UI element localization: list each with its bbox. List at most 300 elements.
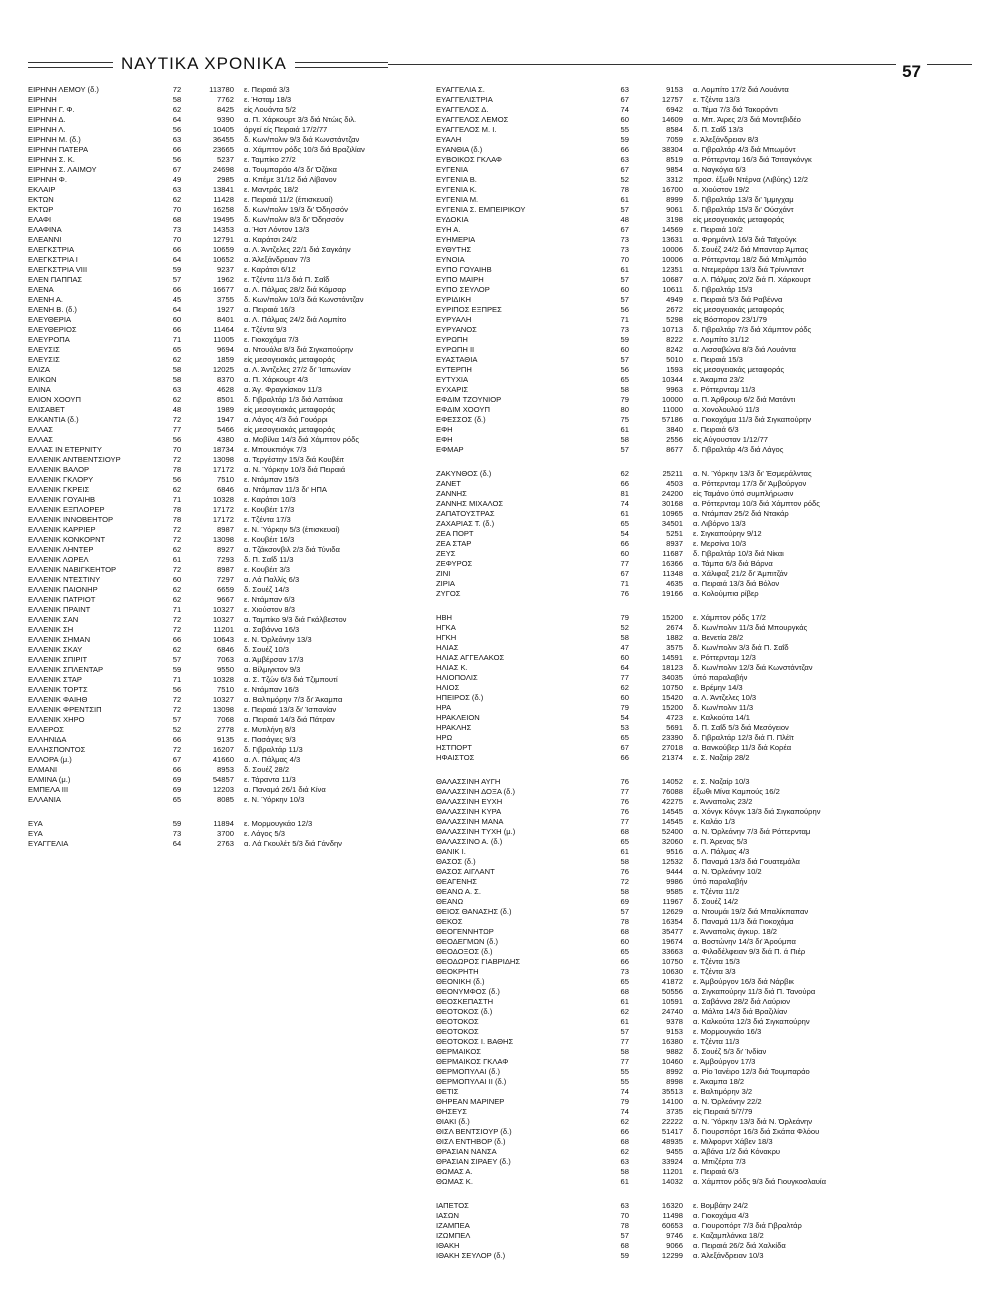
grt: 54857 (212, 775, 234, 784)
status: α. Ν. Όρλεάνην 22/2 (693, 1097, 762, 1106)
ship-name: ΕΛΕΥΘΕΡΙΟΣ (28, 325, 77, 334)
ship-name: ΘΑΛΑΣΣΙΝΗ ΔΟΞΑ (δ.) (436, 787, 516, 796)
ship-name: ΘΕΑΝΩ Α. Σ. (436, 887, 481, 896)
ship-name: ΕΛΛΕΝΙΚ ΣΠΛΕΝΤΑΡ (28, 665, 104, 674)
grt: 9066 (666, 1241, 683, 1250)
status: α. Καράτσι 24/2 (243, 235, 297, 244)
build-year: 64 (172, 255, 182, 264)
build-year: 57 (620, 1027, 629, 1036)
ship-name: ΕΙΡΗΝΗ Γ. Φ. (28, 105, 75, 114)
status: είς μεσογειακάς μεταφοράς (243, 405, 336, 414)
grt: 10327 (212, 615, 234, 624)
status: ε. Μερσίνα 10/3 (693, 539, 747, 548)
ship-name: ΘΕΟΤΟΚΟΣ (δ.) (436, 1007, 493, 1016)
grt: 1882 (666, 633, 683, 642)
status: α. Μάλτα 14/3 διά Βραζιλίαν (693, 1007, 788, 1016)
grt: 7059 (666, 135, 683, 144)
grt: 12299 (661, 1251, 683, 1260)
ship-row (436, 539, 976, 549)
status: ε. Τζέντα 17/3 (243, 515, 291, 524)
build-year: 45 (172, 295, 182, 304)
ship-name: ΗΠΕΙΡΟΣ (δ.) (436, 693, 484, 702)
build-year: 59 (172, 665, 182, 674)
grt: 10006 (661, 255, 683, 264)
ship-row (436, 479, 976, 489)
build-year: 69 (172, 775, 182, 784)
status: ε. Πειραιά 15/3 (693, 355, 743, 364)
status: α. Πειραιά 13/3 διά Βόλον (693, 579, 780, 588)
status: ε. Κουβέιτ 17/3 (243, 505, 295, 514)
ship-name: ΘΑΝΙΚ Ι. (436, 847, 466, 856)
ship-row (436, 135, 976, 145)
ship-name: ΕΙΡΗΝΗ Λ. (28, 125, 66, 134)
build-year: 77 (620, 559, 629, 568)
ship-row (28, 625, 433, 635)
ship-name: ΕΛΛΕΝΙΚ ΒΑΛΟΡ (28, 465, 90, 474)
status: α. Φιλαδέλφειαν 9/3 διά Π. ά Πιέρ (693, 947, 806, 956)
ship-row (436, 887, 976, 897)
build-year: 74 (620, 1107, 629, 1116)
ship-row (28, 355, 433, 365)
status: α. Ντουμάι 19/2 διά Μπαλίκπαπαν (693, 907, 809, 916)
ship-name: ΘΗΣΕΥΣ (436, 1107, 467, 1116)
grt: 9667 (217, 595, 234, 604)
status: είς Βόσπορον 23/1/79 (693, 315, 767, 324)
status: α. Κπέμε 31/12 διά Λίβανον (243, 175, 337, 184)
ship-row (436, 693, 976, 703)
ship-name: ΕΥΑΝΘΙΑ (δ.) (436, 145, 483, 154)
build-year: 67 (172, 755, 182, 764)
ship-name: ΕΛΙΣΑΒΕΤ (28, 405, 65, 414)
ship-row (28, 819, 433, 829)
grt: 7063 (217, 655, 234, 664)
grt: 11687 (662, 549, 683, 558)
build-year: 57 (620, 907, 629, 916)
status: ε. Καζαμπλάνκα 18/2 (693, 1231, 764, 1240)
grt: 8222 (666, 335, 683, 344)
ship-row (436, 469, 976, 479)
build-year: 59 (172, 819, 182, 828)
ship-name: ΘΑΛΑΣΣΙΝΗ ΚΥΡΑ (436, 807, 502, 816)
ship-name: ΕΛΕΓΚΣΤΡΙΑ Ι (28, 255, 78, 264)
status: α. Άγ. Φραγκίσκον 11/3 (243, 385, 322, 394)
build-year: 62 (172, 645, 182, 654)
ship-row (28, 465, 433, 475)
ship-row (28, 265, 433, 275)
ship-row (28, 385, 433, 395)
status: δ. Γιβραλτάρ 11/3 (243, 745, 303, 754)
ship-name: ΗΒΗ (436, 613, 453, 622)
status: ε. Τζέντα 13/3 (693, 95, 740, 104)
status: ε. Μυτιλήνη 8/3 (243, 725, 296, 734)
status: ε. Πειραιά 6/3 (693, 1167, 739, 1176)
status: α. Τζάκσονβιλ 2/3 διά Τύνιδα (243, 545, 340, 554)
ship-row (436, 723, 976, 733)
ship-row (28, 135, 433, 145)
grt: 2556 (666, 435, 683, 444)
status: α. Σιγκαπούρην 11/3 διά Π. Τανούρα (693, 987, 816, 996)
ship-row (436, 195, 976, 205)
ship-name: ΕΛΕΝΗ Α. (28, 295, 64, 304)
build-year: 66 (620, 145, 629, 154)
build-year: 66 (172, 765, 182, 774)
grt: 23390 (661, 733, 683, 742)
status: δ. Σουέζ 24/2 διά Μπανταρ Άμπας (693, 245, 809, 254)
status: ε. Σ. Ναζαίρ 28/2 (693, 753, 750, 762)
ship-row (28, 535, 433, 545)
ship-row (436, 743, 976, 753)
ship-name: ΕΛΕΥΣΙΣ (28, 345, 60, 354)
build-year: 62 (172, 595, 182, 604)
ship-name: ΖΑΝΝΗΣ (436, 489, 467, 498)
ship-row (436, 445, 976, 455)
grt: 13098 (212, 705, 234, 714)
ship-row (436, 569, 976, 579)
ship-row (436, 335, 976, 345)
grt: 9746 (666, 1231, 683, 1240)
status: δ. Παναμά 13/3 διά Γουατεμάλα (693, 857, 800, 866)
status: α. Ν. Ύόρκην 10/3 διά Πειραιά (243, 465, 346, 474)
ship-row (436, 653, 976, 663)
ship-name: ΗΣΤΠΟΡΤ (436, 743, 472, 752)
status: είς μεσογειακάς μεταφοράς (693, 365, 785, 374)
ship-name: ΕΛΛΕΝΙΚ ΝΑΒΙΓΚΕΗΤΟΡ (28, 565, 117, 574)
grt: 14545 (661, 807, 683, 816)
build-year: 72 (172, 525, 182, 534)
ship-name: ΕΛΛΕΝΙΚ ΣΗ (28, 625, 74, 634)
build-year: 76 (620, 797, 629, 806)
build-year: 63 (620, 155, 629, 164)
grt: 11000 (662, 405, 683, 414)
grt: 22222 (661, 1117, 683, 1126)
build-year: 65 (620, 837, 629, 846)
grt: 8992 (666, 1067, 683, 1076)
ship-row (436, 235, 976, 245)
grt: 17172 (212, 515, 234, 524)
build-year: 60 (620, 693, 629, 702)
ship-name: ΘΑΛΑΣΣΙΝΗ ΜΑΝΑ (436, 817, 504, 826)
status: α. Χάμπτον ρόδς 9/3 διά Γιουγκοσλαυία (693, 1177, 826, 1186)
grt: 6659 (217, 585, 234, 594)
build-year: 77 (620, 673, 629, 682)
status: α. Σ. Τζών 6/3 διά Τζιμπουτί (243, 675, 338, 684)
ship-row (436, 165, 976, 175)
ship-group (436, 613, 976, 763)
grt: 41872 (661, 977, 683, 986)
grt: 16677 (212, 285, 234, 294)
ship-name: ΕΥΓΕΝΙΑ Κ. (436, 185, 477, 194)
grt: 12203 (212, 785, 234, 794)
ship-name: ΕΥΠΟ ΜΑΙΡΗ (436, 275, 484, 284)
build-year: 62 (172, 355, 182, 364)
ship-name: ΕΥΓΕΝΙΑ Β. (436, 175, 477, 184)
ship-name: ΕΛΛΕΝΙΚ ΠΡΑΙΝΤ (28, 605, 91, 614)
status: α. Ταμπίκο 9/3 διά Γκάλβεστον (243, 615, 347, 624)
build-year: 55 (620, 1067, 629, 1076)
grt: 10000 (661, 395, 683, 404)
grt: 9882 (666, 1047, 683, 1056)
status: ε. Σιγκαπούρην 9/12 (693, 529, 762, 538)
status: ε. Π. Άρενας 5/3 (693, 837, 748, 846)
ship-name: ΖΕΦΥΡΟΣ (436, 559, 473, 568)
grt: 6846 (217, 485, 234, 494)
ship-name: ΘΕΙΟΣ ΘΑΝΑΣΗΣ (δ.) (436, 907, 512, 916)
ship-row (28, 405, 433, 415)
status: α. Χάλιφαξ 21/2 δι' Άμπιτζάν (693, 569, 788, 578)
status: α. Παναμά 26/1 διά Κίνα (243, 785, 326, 794)
build-year: 66 (620, 539, 629, 548)
grt: 9378 (666, 1017, 683, 1026)
build-year: 73 (620, 245, 629, 254)
build-year: 68 (620, 987, 629, 996)
build-year: 69 (172, 785, 182, 794)
build-year: 67 (620, 569, 629, 578)
grt: 3312 (666, 175, 683, 184)
build-year: 77 (172, 425, 182, 434)
grt: 4949 (666, 295, 683, 304)
ship-name: ΕΙΡΗΝΗ (28, 95, 57, 104)
status: ε. Τζέντα 11/3 διά Π. Σαΐδ (243, 275, 330, 284)
status: α. Μπ. Άιρες 2/3 διά Μοντεβιδέο (693, 115, 801, 124)
ship-row (28, 715, 433, 725)
grt: 25211 (662, 469, 683, 478)
status: α. Άβάνα 1/2 διά Κόνακρυ (693, 1147, 781, 1156)
ship-row (28, 795, 433, 805)
grt: 51417 (661, 1127, 683, 1136)
ship-row (436, 215, 976, 225)
ship-name: ΕΥΒΟΙΚΟΣ ΓΚΛΑΦ (436, 155, 502, 164)
grt: 9986 (666, 877, 683, 886)
build-year: 66 (620, 753, 629, 762)
build-year: 75 (620, 415, 629, 424)
ship-name: ΘΕΚΟΣ (436, 917, 463, 926)
status: α. Καλκούτα 12/3 διά Σιγκαπούρην (693, 1017, 810, 1026)
ship-name: ΙΘΑΚΗ ΣΕΥΛΟΡ (δ.) (436, 1251, 506, 1260)
ship-group (28, 819, 433, 849)
status: δ. Σουέζ 14/3 (243, 585, 290, 594)
grt: 12351 (661, 265, 683, 274)
ship-row (436, 713, 976, 723)
grt: 8370 (217, 375, 234, 384)
status: ε. Τζέντα 11/2 (693, 887, 740, 896)
build-year: 80 (620, 405, 629, 414)
build-year: 52 (620, 175, 629, 184)
status: είς Αύγουσταν 1/12/77 (693, 435, 769, 444)
ship-name: ΕΥΤΕΡΠΗ (436, 365, 472, 374)
build-year: 65 (620, 947, 629, 956)
grt: 3700 (217, 829, 234, 838)
ship-row (28, 215, 433, 225)
ship-name: ΗΦΑΙΣΤΟΣ (436, 753, 475, 762)
status: ε. Λάγος 5/3 (243, 829, 285, 838)
grt: 3198 (666, 215, 683, 224)
build-year: 65 (172, 345, 182, 354)
build-year: 71 (620, 315, 629, 324)
ship-name: ΕΚΤΩΝ (28, 195, 54, 204)
ship-name: ΕΛΛΕΝΙΚ ΣΚΑΥ (28, 645, 83, 654)
status: ε. Βρέμην 14/3 (693, 683, 743, 692)
status: α. Βανκούβερ 11/3 διά Κορέα (693, 743, 792, 752)
ship-name: ΘΑΣΟΣ (δ.) (436, 857, 476, 866)
right-column (436, 85, 976, 1261)
status: ε. Πειραιά 5/3 διά Ραβέννα (693, 295, 783, 304)
build-year: 61 (620, 1017, 629, 1026)
grt: 4723 (666, 713, 683, 722)
build-year: 77 (620, 817, 629, 826)
ship-row (436, 1147, 976, 1157)
ship-name: ΖΑΠΑΤΟΥΣΤΡΑΣ (436, 509, 495, 518)
build-year: 62 (172, 585, 182, 594)
ship-row (28, 185, 433, 195)
ship-row (28, 655, 433, 665)
ship-name: ΕΥΡΥΑΝΟΣ (436, 325, 477, 334)
build-year: 66 (620, 957, 629, 966)
build-year: 59 (620, 335, 629, 344)
status: ε. Τάραντα 11/3 (243, 775, 296, 784)
status: προσ. έξωθι Ντέρνα (Λιβύης) 12/2 (693, 175, 809, 184)
ship-name: ΕΥΓΕΝΙΑ Σ. ΕΜΠΕΙΡΙΚΟΥ (436, 205, 526, 214)
ship-row (28, 175, 433, 185)
ship-row (436, 847, 976, 857)
grt: 36455 (212, 135, 234, 144)
grt: 8401 (217, 315, 234, 324)
build-year: 79 (620, 395, 629, 404)
ship-row (436, 579, 976, 589)
ship-name: ΕΛΛΕΝΙΚ ΠΑΙΟΝΗΡ (28, 585, 98, 594)
grt: 14052 (661, 777, 683, 786)
ship-row (436, 1097, 976, 1107)
build-year: 66 (172, 245, 182, 254)
grt: 1593 (666, 365, 683, 374)
status: α. Ήστ Λόντον 13/3 (243, 225, 310, 234)
status: ε. Πειραιά 10/2 (693, 225, 743, 234)
status: α. Βαλτιμόρην 7/3 δι' Άκαμπα (243, 695, 343, 704)
ship-row (28, 325, 433, 335)
status: α. Ν. Ύόρκην 13/3 διά Ν. Όρλεάνην (693, 1117, 813, 1126)
ship-row (436, 115, 976, 125)
build-year: 64 (172, 115, 182, 124)
status: α. Ρόττερνταμ 18/2 διά Μπιλμπάο (693, 255, 807, 264)
status: ε. Άκαμπα 18/2 (693, 1077, 745, 1086)
ship-row (28, 255, 433, 265)
grt: 14100 (661, 1097, 683, 1106)
build-year: 70 (620, 1211, 629, 1220)
build-year: 59 (620, 135, 629, 144)
ship-row (436, 907, 976, 917)
grt: 11894 (213, 819, 234, 828)
status: α. Λ. Πάλμας 4/3 (243, 755, 301, 764)
grt: 9455 (666, 1147, 683, 1156)
ship-row (436, 1017, 976, 1027)
ship-name: ΕΥΑ (28, 829, 43, 838)
build-year: 71 (172, 675, 182, 684)
build-year: 55 (620, 125, 629, 134)
ship-name: ΗΓΚΑ (436, 623, 456, 632)
ship-name: ΕΛΛΕΝΙΚ ΚΑΡΡΙΕΡ (28, 525, 96, 534)
ship-name: ΕΛΛΕΝΙΚ ΓΚΛΟΡΥ (28, 475, 94, 484)
build-year: 69 (620, 897, 629, 906)
ship-row (436, 753, 976, 763)
status: ε. Κουβέιτ 3/3 (243, 565, 291, 574)
build-year: 47 (620, 643, 629, 652)
status: ε. Καλάο 1/3 (693, 817, 735, 826)
status: είς Πειραιά 5/7/79 (693, 1107, 753, 1116)
status: ε. Ρόττερνταμ 11/3 (693, 385, 756, 394)
ship-row (436, 683, 976, 693)
ship-name: ΕΦΜΑΡ (436, 445, 464, 454)
status: α. Π. Άρθρουρ 6/2 διά Ματάντι (693, 395, 796, 404)
grt: 1947 (217, 415, 234, 424)
grt: 16320 (661, 1201, 683, 1210)
build-year: 64 (172, 305, 182, 314)
ship-name: ΗΓΚΗ (436, 633, 457, 642)
build-year: 62 (172, 105, 182, 114)
status: ε. Άκαμπα 23/2 (693, 375, 745, 384)
status: α. Βενετία 28/2 (693, 633, 744, 642)
build-year: 58 (620, 887, 629, 896)
ship-name: ΕΛΕΝ ΠΑΠΠΑΣ (28, 275, 83, 284)
status: ε. Ήσταμ 18/3 (243, 95, 292, 104)
grt: 33924 (661, 1157, 683, 1166)
ship-row (436, 797, 976, 807)
ship-name: ΗΛΙΑΣ (436, 643, 459, 652)
build-year: 63 (620, 85, 629, 94)
status: ε. Άνναπολις άγκυρ. 18/2 (693, 927, 778, 936)
ship-name: ΕΥΠΟ ΣΕΥΛΟΡ (436, 285, 490, 294)
grt: 10687 (661, 275, 683, 284)
build-year: 68 (172, 215, 182, 224)
build-year: 60 (620, 345, 629, 354)
ship-row (28, 415, 433, 425)
build-year: 57 (620, 1231, 629, 1240)
ship-name: ΘΕΟΝΙΚΗ (δ.) (436, 977, 485, 986)
ship-row (28, 565, 433, 575)
ship-name: ΕΥΑΓΓΕΛΙΑ (28, 839, 69, 848)
ship-row (436, 405, 976, 415)
grt: 35513 (661, 1087, 683, 1096)
status: α. Λάγος 4/3 διά Γουόρρι (243, 415, 328, 424)
grt: 7068 (217, 715, 234, 724)
ship-name: ΘΕΟΤΟΚΟΣ (436, 1027, 479, 1036)
grt: 15420 (661, 693, 683, 702)
ship-name: ΕΛΕΑΝΝΙ (28, 235, 62, 244)
grt: 6846 (217, 645, 234, 654)
ship-row (436, 867, 976, 877)
status: δ. Π. Σαΐδ 11/3 (243, 555, 294, 564)
ship-row (436, 435, 976, 445)
ship-row (436, 509, 976, 519)
ship-row (28, 665, 433, 675)
ship-name: ΕΙΡΗΝΗ Δ. (28, 115, 66, 124)
ship-name: ΕΥΑΣΤΑΘΙΑ (436, 355, 478, 364)
ship-row (436, 1201, 976, 1211)
ship-row (28, 575, 433, 585)
status: α. Ρόττερνταμ 16/3 διά Τσιταγκόνγκ (693, 155, 812, 164)
ship-name: ΕΥΓΕΝΙΑ (436, 165, 469, 174)
ship-name: ΕΛΛΕΝΙΚ ΣΑΝ (28, 615, 79, 624)
page-header (28, 50, 972, 80)
grt: 3840 (666, 425, 683, 434)
grt: 34501 (661, 519, 683, 528)
grt: 32060 (661, 837, 683, 846)
build-year: 60 (172, 575, 182, 584)
ship-row (436, 967, 976, 977)
build-year: 77 (620, 1057, 629, 1066)
ship-row (28, 275, 433, 285)
ship-name: ΕΥΡΙΔΙΚΗ (436, 295, 472, 304)
grt: 42275 (661, 797, 683, 806)
ship-name: ΘΕΟΔΩΡΟΣ ΓΙΑΒΡΙΔΗΣ (436, 957, 521, 966)
